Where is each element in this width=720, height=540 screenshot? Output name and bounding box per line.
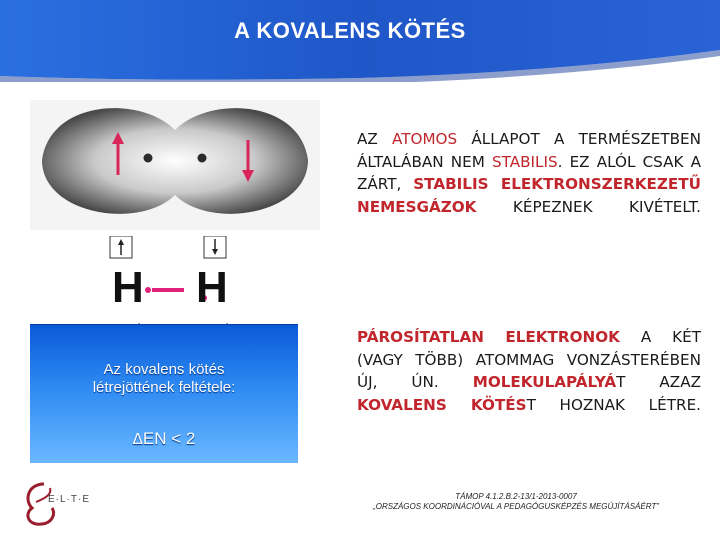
atom-label-right: H [196,263,228,312]
nucleus-right [198,154,207,163]
p1-text-3: . EZ ALÓL CSAK A ZÁRT, [357,152,701,193]
p1-text-2: ÁLLAPOT A TERMÉSZETBEN ÁLTALÁBAN NEM [357,130,701,171]
p2-highlight-covalent-bond: KOVALENS KÖTÉS [357,395,527,414]
p2-highlight-molecular-orbital: MOLEKULAPÁLYÁ [472,373,617,391]
footer-line-2: „ORSZÁGOS KOORDINÁCIÓVAL A PEDAGÓGUSKÉPZÉS MEGÚJÍTÁSÁÉRT” [373,502,659,511]
atom-label-left: H [112,263,144,312]
condition-formula [30,429,298,449]
condition-box [30,324,298,463]
p2-text-1: A KÉT (VAGY TÖBB) ATOMMAG VONZÁSTERÉBEN ÚJ, ÚN. [357,328,701,391]
condition-line-2: létrejöttének feltétele: [92,379,236,396]
logo-text: E·L·T·E [48,494,90,505]
orbital-diagram [30,100,320,230]
p1-text-4: KÉPEZNEK KIVÉTELT. [512,197,701,216]
p1-highlight-noble-gases: STABILIS ELEKTRONSZERKEZETŰ NEMESGÁZOK [357,175,701,216]
p1-word-1: AZ [357,130,378,148]
footer-funding-note [330,492,702,512]
condition-caption [30,361,298,397]
electron-left [145,287,151,293]
paragraph-covalent-bond [357,326,701,416]
paragraph-atomic-state [357,128,701,218]
p2-text-2: T AZAZ [616,373,701,391]
footer-line-1: TÁMOP 4.1.2.B.2-13/1-2013-0007 [455,492,577,501]
condition-line-1: Az kovalens kötés [103,361,225,378]
header-banner [0,0,720,82]
p1-highlight-stabilis: STABILIS [491,152,558,171]
formula-text: EN < 2 [142,429,196,448]
p1-highlight-atomos: ATOMOS [392,130,458,148]
elte-logo [22,478,112,528]
delta-symbol: Δ [132,430,143,448]
p2-highlight-unpaired: PÁROSÍTATLAN ELEKTRONOK [357,328,620,346]
page-title: A KOVALENS KÖTÉS [234,18,466,43]
nucleus-left [144,154,153,163]
p2-text-3: T HOZNAK LÉTRE. [526,395,701,414]
